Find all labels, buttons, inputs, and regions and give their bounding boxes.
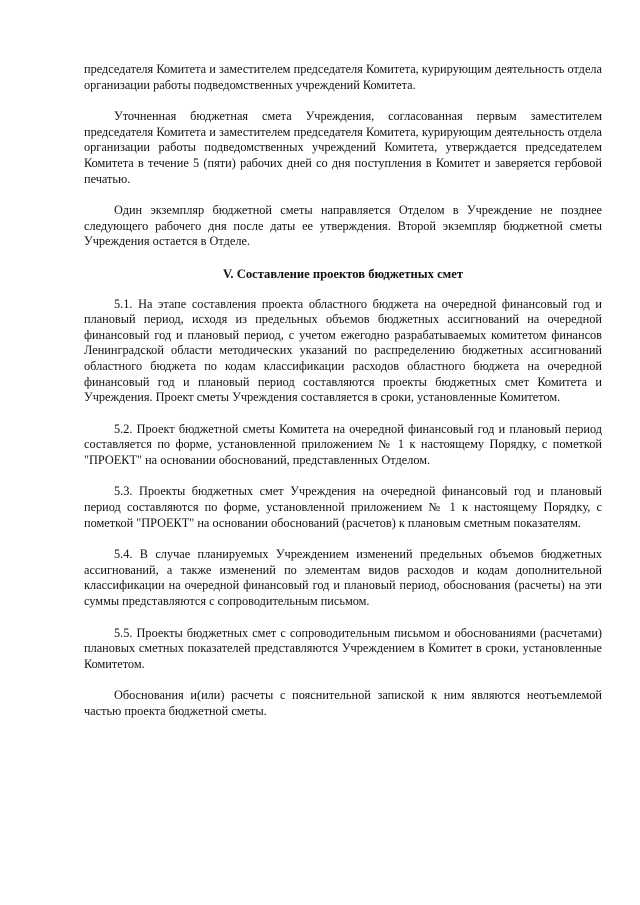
paragraph-5-5: 5.5. Проекты бюджетных смет с сопроводительным письмом и обоснованиями (расчетами) плановых сметных показателей представляются Учреждением в Комитет в сроки, установленные Комитетом. <box>84 625 602 671</box>
paragraph-5-4: 5.4. В случае планируемых Учреждением изменений предельных объемов бюджетных ассигнований, а также изменений по элементам видов расходов и кодам дополнительной классификации на очередной финансовый год и плановый период, обоснования (расчеты) на эти суммы представляются с сопроводительным письмом. <box>84 547 602 609</box>
paragraph-5-3: 5.3. Проекты бюджетных смет Учреждения на очередной финансовый год и плановый период составляются по форме, установленной приложением № 1 к настоящему Порядку, с пометкой "ПРОЕКТ" на основании обоснований (расчетов) к плановым сметным показателям. <box>84 484 602 530</box>
section-heading: V. Составление проектов бюджетных смет <box>222 266 464 281</box>
paragraph-estimate-copy: Один экземпляр бюджетной сметы направляется Отделом в Учреждение не позднее следующего рабочего дня после даты ее утверждения. Второй экземпляр бюджетной сметы Учреждения остается в Отделе. <box>84 203 602 249</box>
paragraph-justifications: Обоснования и(или) расчеты с пояснительной запиской к ним являются неотъемлемой частью проекта бюджетной сметы. <box>84 688 602 718</box>
paragraph-5-1: 5.1. На этапе составления проекта областного бюджета на очередной финансовый год и плановый период, исходя из предельных объемов бюджетных ассигнований на очередной финансовый год и плановый период, с учетом ежегодно разрабатываемых комитетом финансов Ленинградской области методических указаний по распределению бюджетных ассигнований областного бюджета по кодам классификации расходов областного бюджета на очередной финансовый год и плановый период составляются проекты бюджетных смет Комитета и Учреждения. Проект сметы Учреждения составляется в сроки, установленные Комитетом. <box>84 296 602 405</box>
paragraph-continuation: председателя Комитета и заместителем председателя Комитета, курирующим деятельность отдела организации работы подведомственных учреждений Комитета. <box>84 62 602 92</box>
paragraph-5-2: 5.2. Проект бюджетной сметы Комитета на очередной финансовый год и плановый период составляется по форме, установленной приложением № 1 к настоящему Порядку, с пометкой "ПРОЕКТ" на основании обоснований, представленных Отделом. <box>84 421 602 467</box>
paragraph-refined-estimate: Уточненная бюджетная смета Учреждения, согласованная первым заместителем председателя Комитета и заместителем председателя Комитета, курирующим деятельность отдела организации работы подведомственных учреждений Комитета, утверждается председателем Комитета в течение 5 (пяти) рабочих дней со дня поступления в Комитет и заверяется гербовой печатью. <box>84 109 602 186</box>
